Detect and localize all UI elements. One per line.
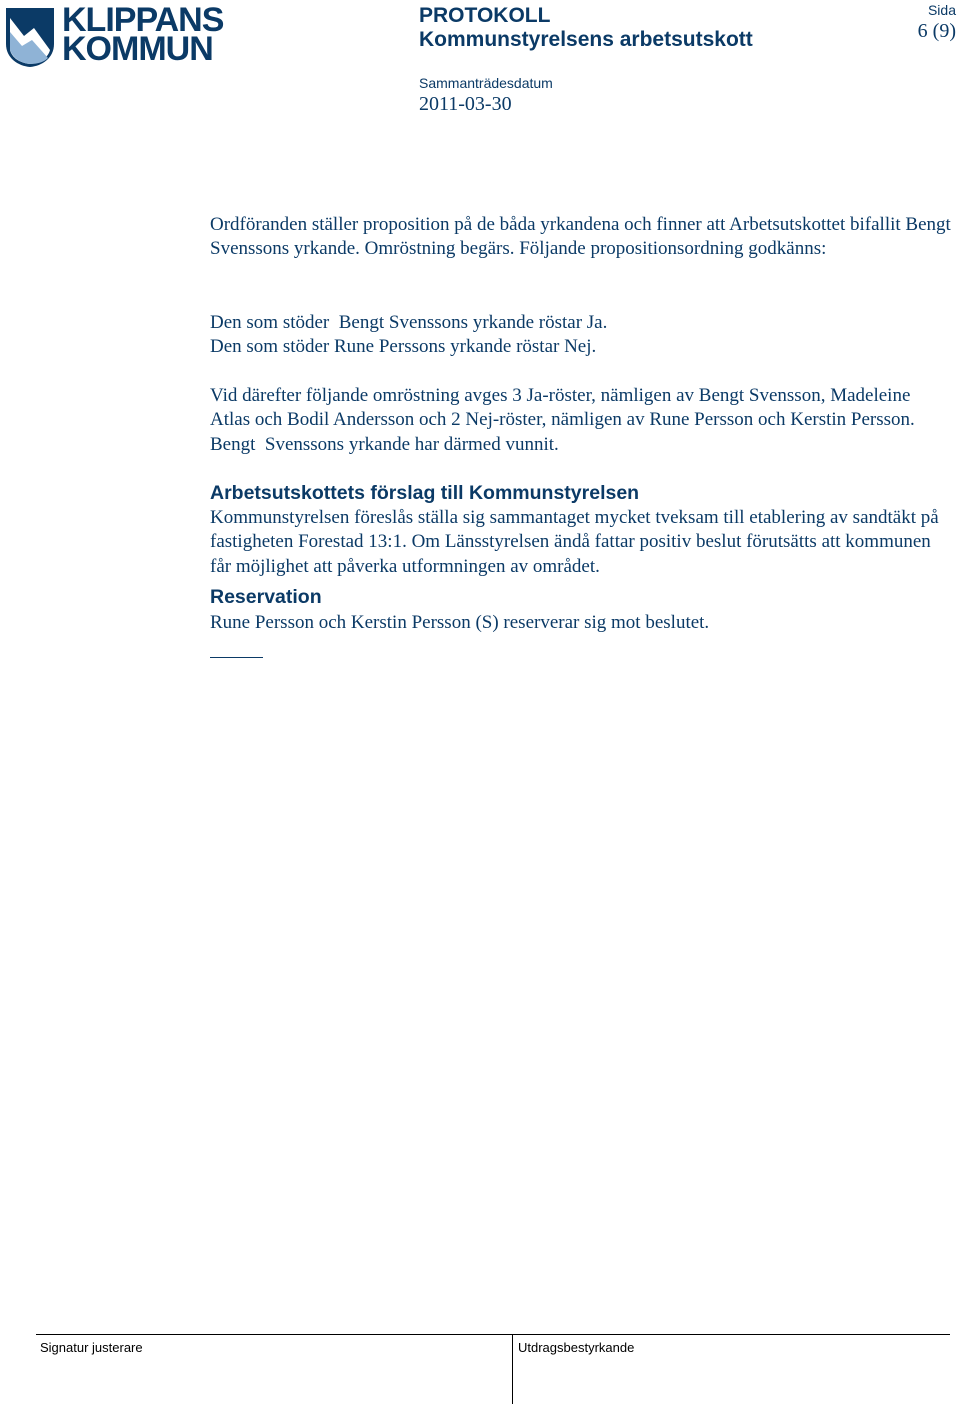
certification-field-label: Utdragsbestyrkande (518, 1340, 635, 1355)
logo-line-2: KOMMUN (62, 30, 213, 68)
reservation-paragraph: Rune Persson och Kerstin Persson (S) reserverar sig mot beslutet. (210, 612, 710, 633)
voting-order (210, 311, 954, 360)
section-end-rule (210, 657, 263, 658)
committee-name: Kommunstyrelsens arbetsutskott (419, 28, 753, 51)
protocol-label: PROTOKOLL (419, 4, 551, 27)
vote-result-paragraph: Vid därefter följande omröstning avges 3 Ja-röster, nämligen av Bengt Svensson, Madeleine Atlas och Bodil Andersson och 2 Nej-röster, nämligen av Rune Persson och Kerstin Persson. Bengt Svenssons yrkande har därmed vunnit. (210, 385, 920, 455)
meeting-date-label: Sammanträdesdatum (419, 75, 553, 91)
logo-wordmark (62, 1, 224, 68)
footer-rule (36, 1334, 950, 1335)
municipality-logo (4, 1, 224, 68)
proposition-paragraph: Ordföranden ställer proposition på de båda yrkandena och finner att Arbetsutskottet bifallit Bengt Svenssons yrkande. Omröstning begärs. Följande propositionsordning godkänns: (210, 214, 951, 260)
voting-order-yes: Den som stöder Bengt Svenssons yrkande röstar Ja. (210, 312, 608, 333)
page-number: 6 (9) (917, 20, 956, 42)
reservation-heading: Reservation (210, 586, 322, 608)
voting-order-no: Den som stöder Rune Perssons yrkande röstar Nej. (210, 336, 597, 358)
meeting-date-value: 2011-03-30 (419, 93, 512, 115)
page-label: Sida (927, 2, 956, 18)
proposal-paragraph: Kommunstyrelsen föreslås ställa sig sammantaget mycket tveksam till etablering av sandtäkt på fastigheten Forestad 13:1. Om Länsstyrelsen ändå fattar positiv beslut förutsätts att kommunen får möjlighet att påverka utformningen av området. (210, 507, 939, 577)
klippan-crest-icon (4, 6, 56, 68)
logo-line-1: KLIPPANS (62, 1, 224, 39)
document-title (419, 4, 753, 52)
proposal-heading: Arbetsutskottets förslag till Kommunstyrelsen (210, 482, 640, 504)
footer-divider (512, 1334, 513, 1404)
signature-field-label: Signatur justerare (40, 1340, 143, 1355)
